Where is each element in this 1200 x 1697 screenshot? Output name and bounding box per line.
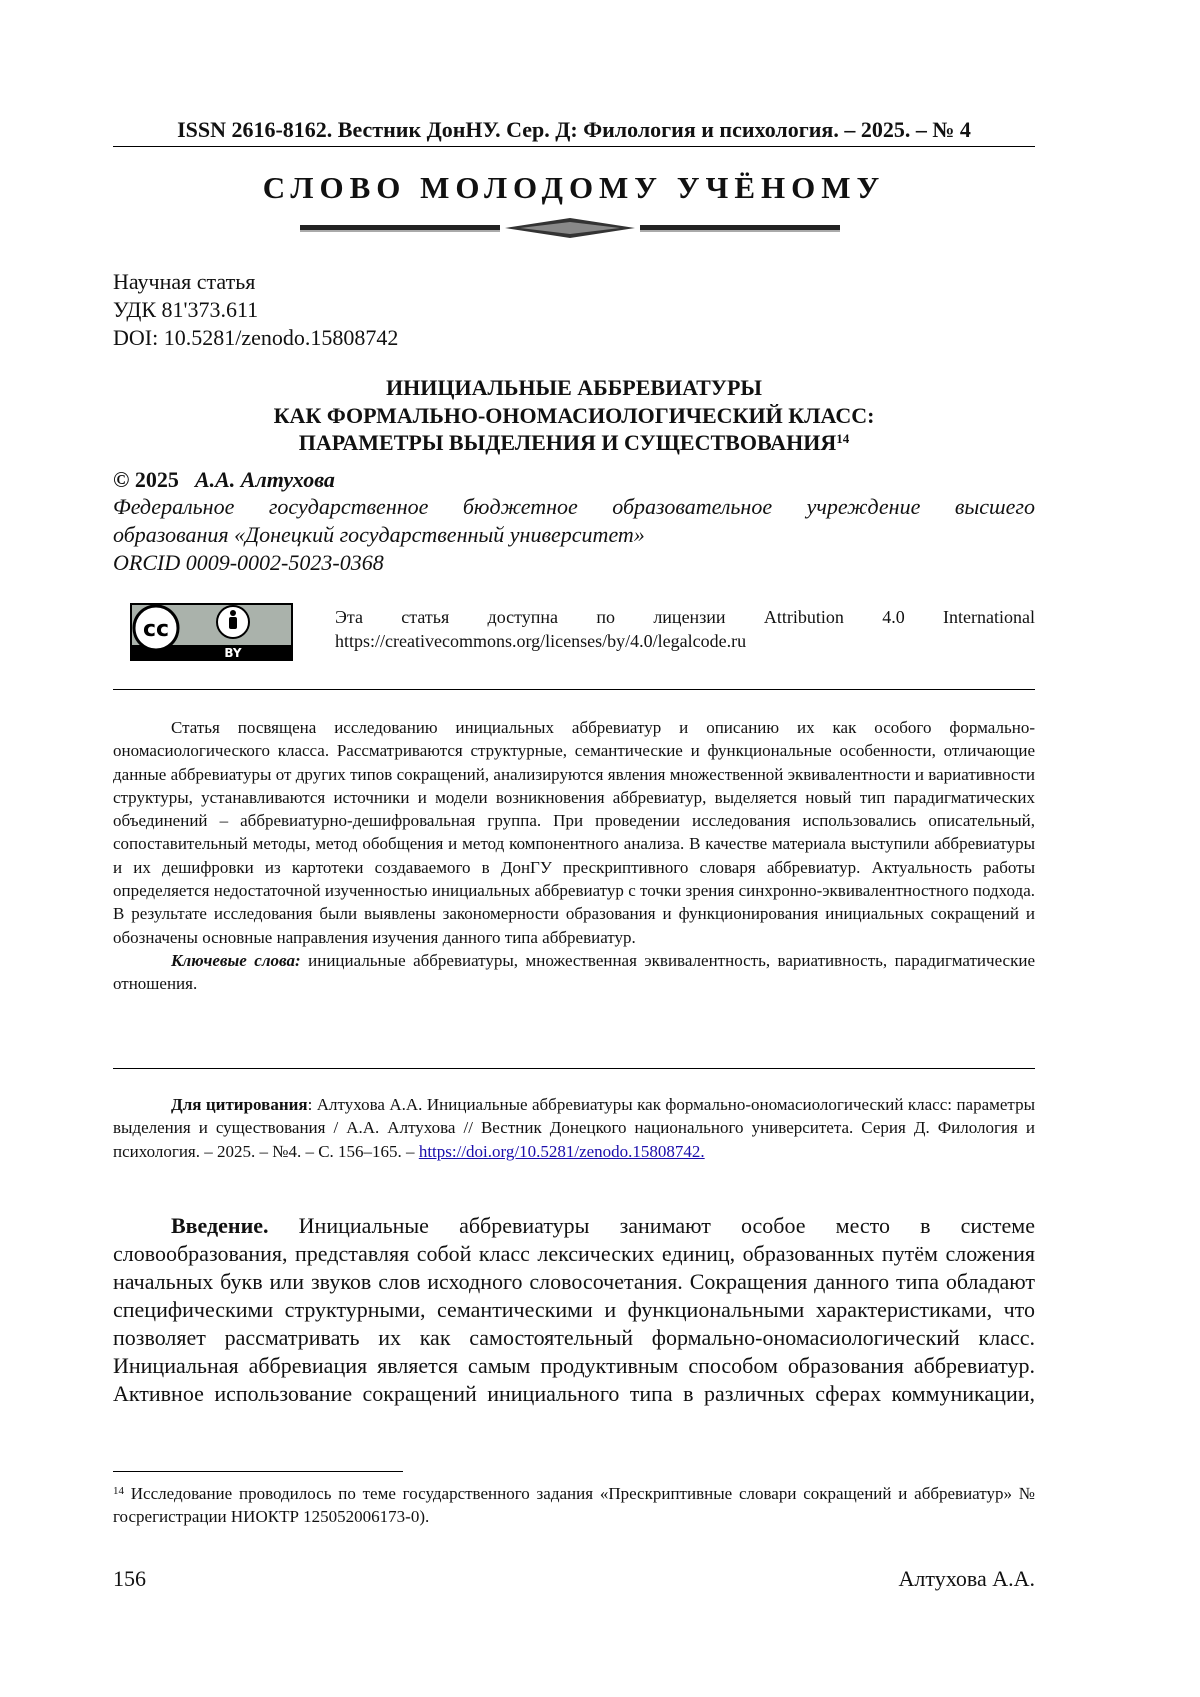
intro-paragraph: Инициальные аббревиатуры занимают особое место в системе словообразования, представляя собой класс лексических единиц, образованных путём сложения начальных букв или звуков слов исходного словосочетания. Сокращения данного типа обладают специфическими структурными, семантическими и функциональными характеристиками, что позволяет рассматривать их как самостоятельный формально-ономасиологический класс. Инициальная аббревиация является самым продуктивным способом образования аббревиатур. Активное использование сокращений инициального типа в различных сферах коммуникации, [113,1213,1035,1406]
running-header: ISSN 2616-8162. Вестник ДонНУ. Сер. Д: Филология и психология. – 2025. – № 4 [113,116,1035,147]
affiliation-line: образования «Донецкий государственный университет» [113,522,645,547]
doi: DOI: 10.5281/zenodo.15808742 [113,325,399,350]
footnote [113,1482,1035,1529]
keywords: инициальные аббревиатуры, множественная эквивалентность, вариативность, парадигматические отношения. [113,950,1035,994]
title-line-text: ПАРАМЕТРЫ ВЫДЕЛЕНИЯ И СУЩЕСТВОВАНИЯ [298,430,837,455]
license-url[interactable]: https://creativecommons.org/licenses/by/4.0/legalcode.ru [335,631,747,651]
keywords-label: Ключевые слова: [171,950,301,970]
page-number: 156 [113,1566,146,1591]
cc-badge-label: cc [142,617,170,642]
title-line: КАК ФОРМАЛЬНО-ОНОМАСИОЛОГИЧЕСКИЙ КЛАСС: [273,402,875,428]
citation-block [113,1093,1035,1163]
divider [113,689,1035,690]
author-line [113,466,1035,494]
body-text [113,1212,1035,1408]
title-line [113,429,1035,457]
article-title [113,374,1035,457]
citation-text: : Алтухова А.А. Инициальные аббревиатуры как формально-ономасиологический класс: параметры выделения и существования / А.А. Алтухова // Вестник Донецкого национального университета. Серия Д. Филология и психология. – 2025. – №4. – С. 156–165. – [113,1095,1035,1161]
title-footnote-mark: 14 [836,431,850,446]
doi-link[interactable]: https://doi.org/10.5281/zenodo.15808742. [418,1141,705,1161]
orcid: ORCID 0009-0002-5023-0368 [113,550,384,575]
footnote-text: Исследование проводилось по теме государственного задания «Прескриптивные словари сокращений и аббревиатур» № госрегистрации НИОКТР 125052006173-0). [113,1484,1035,1527]
article-meta [113,268,1035,352]
citation-label: Для цитирования [171,1095,308,1114]
article-type: Научная статья [113,269,256,294]
cc-by-license-badge [130,603,293,661]
ornament-divider [300,213,840,243]
by-badge-label: BY [224,646,242,660]
divider [113,1068,1035,1069]
abstract-text: Статья посвящена исследованию инициальных аббревиатур и описанию их как особого формально-ономасиологического класса. Рассматриваются структурные, семантические и функциональные особенности, отличающие данные аббревиатуры от других типов сокращений, анализируются явления множественной эквивалентности и вариативности структуры, устанавливаются источники и модели возникновения аббревиатур, выделяется новый тип парадигматических объединений – аббревиатурно-дешифровальная группа. При проведении исследования использовались описательный, сопоставительный методы, метод обобщения и метод компонентного анализа. В качестве материала выступили аббревиатуры и их дешифровки из картотеки создаваемого в ДонГУ прескриптивного словаря аббревиатур. Актуальность работы определяется недостаточной изученностью инициальных аббревиатур с точки зрения синхронно-эквивалентностного подхода. В результате исследования были выявлены закономерности образования и функционирования инициальных сокращений и обозначены основные направления изучения данного типа аббревиатур. [113,718,1035,947]
udc-code: УДК 81'373.611 [113,297,259,322]
license-line: Эта статья доступна по лицензии Attribution 4.0 International [335,607,1035,627]
footnote-divider [113,1471,403,1472]
footnote-mark: 14 [113,1485,124,1497]
abstract [113,716,1035,996]
section-title: СЛОВО МОЛОДОМУ УЧЁНОМУ [262,170,886,205]
license-text [335,605,1035,653]
copyright: © 2025 [113,467,179,492]
intro-label: Введение. [171,1213,269,1238]
title-line: ИНИЦИАЛЬНЫЕ АББРЕВИАТУРЫ [386,375,762,400]
affiliation-line: Федеральное государственное бюджетное образовательное учреждение высшего [113,494,1035,519]
footer-author: Алтухова А.А. [898,1566,1035,1591]
affiliation [113,493,1035,577]
author-name: А.А. Алтухова [194,467,335,492]
